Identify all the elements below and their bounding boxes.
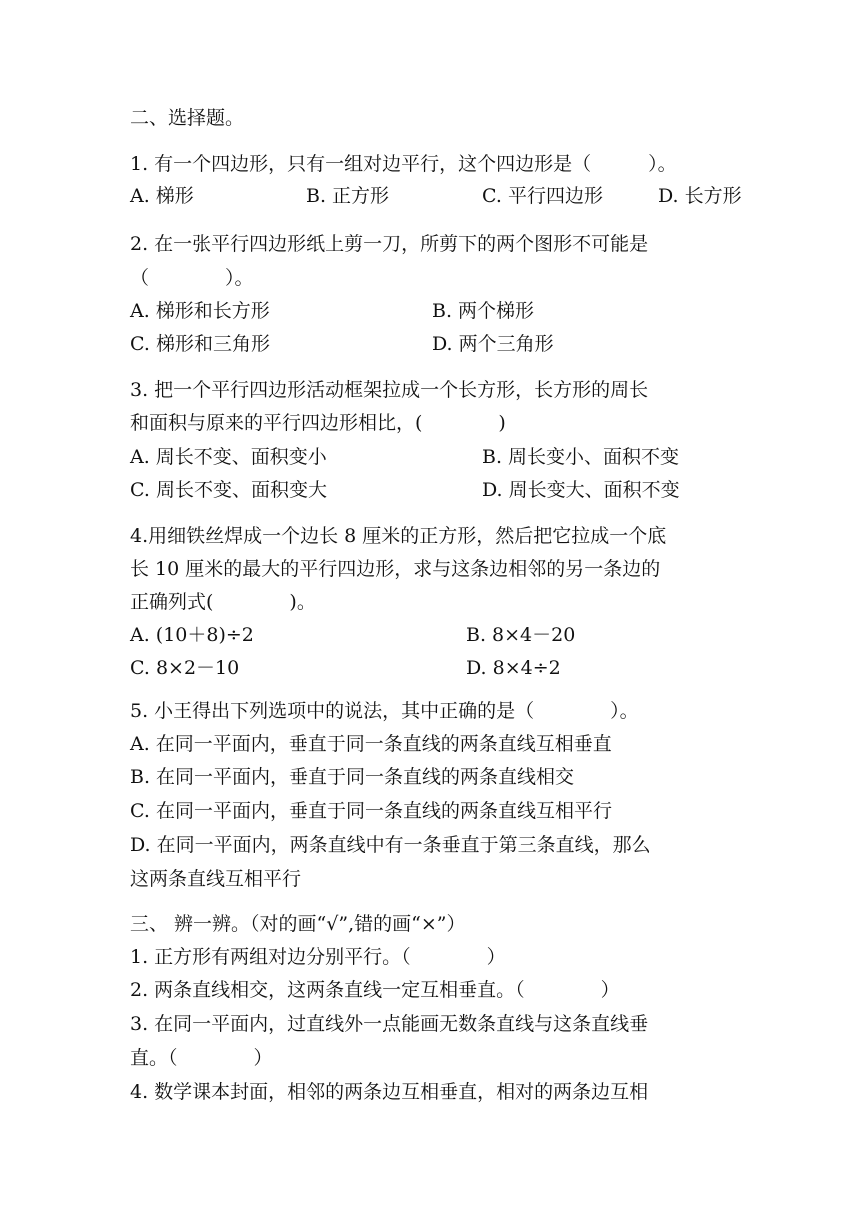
q1-option-c: C. 平行四边形 [482, 185, 603, 207]
q4-option-b: B. 8×4－20 [466, 624, 576, 646]
section-3-title: 三、 辨一辨。（对的画“√”,错的画“×”） [130, 913, 466, 935]
q5-option-d-line2: 这两条直线互相平行 [130, 868, 302, 890]
section-2-title: 二、选择题。 [130, 107, 245, 129]
q1-option-a: A. 梯形 [130, 185, 194, 207]
statement-3-line1: 3. 在同一平面内，过直线外一点能画无数条直线与这条直线垂 [130, 1013, 649, 1035]
question-2-stem-line1: 2. 在一张平行四边形纸上剪一刀，所剪下的两个图形不可能是 [130, 233, 649, 255]
q1-option-d: D. 长方形 [658, 185, 742, 207]
q5-option-c: C. 在同一平面内，垂直于同一条直线的两条直线互相平行 [130, 800, 612, 822]
q2-option-b: B. 两个梯形 [432, 300, 535, 322]
q3-option-b: B. 周长变小、面积不变 [482, 446, 680, 468]
q5-option-b: B. 在同一平面内，垂直于同一条直线的两条直线相交 [130, 766, 575, 788]
q2-option-c: C. 梯形和三角形 [130, 333, 270, 355]
question-2-stem-line2: （ ）。 [130, 267, 254, 289]
q3-option-d: D. 周长变大、面积不变 [482, 479, 680, 501]
q5-option-d-line1: D. 在同一平面内，两条直线中有一条垂直于第三条直线，那么 [130, 834, 651, 856]
question-3-stem-line2: 和面积与原来的平行四边形相比，( ) [130, 412, 506, 434]
question-4-stem-line2: 长 10 厘米的最大的平行四边形，求与这条边相邻的另一条边的 [130, 558, 661, 580]
q3-option-a: A. 周长不变、面积变小 [130, 446, 327, 468]
q1-option-b: B. 正方形 [306, 185, 390, 207]
question-5-stem: 5. 小王得出下列选项中的说法，其中正确的是（ ）。 [130, 700, 639, 722]
q5-option-a: A. 在同一平面内，垂直于同一条直线的两条直线互相垂直 [130, 733, 612, 755]
q4-option-c: C. 8×2－10 [130, 657, 240, 679]
q2-option-a: A. 梯形和长方形 [130, 300, 270, 322]
question-4-stem-line1: 4.用细铁丝焊成一个边长 8 厘米的正方形，然后把它拉成一个底 [130, 525, 667, 547]
q4-option-a: A. (10＋8)÷2 [130, 624, 254, 646]
statement-1: 1. 正方形有两组对边分别平行。（ ） [130, 946, 506, 968]
question-3-stem-line1: 3. 把一个平行四边形活动框架拉成一个长方形，长方形的周长 [130, 379, 649, 401]
q4-option-d: D. 8×4÷2 [466, 657, 561, 679]
q3-option-c: C. 周长不变、面积变大 [130, 479, 327, 501]
statement-4-line1: 4. 数学课本封面，相邻的两条边互相垂直，相对的两条边互相 [130, 1081, 649, 1103]
q2-option-d: D. 两个三角形 [432, 333, 554, 355]
statement-3-line2: 直。（ ） [130, 1047, 273, 1069]
statement-2: 2. 两条直线相交，这两条直线一定互相垂直。（ ） [130, 979, 620, 1001]
question-4-stem-line3: 正确列式( )。 [130, 591, 316, 613]
question-1-stem: 1. 有一个四边形，只有一组对边平行，这个四边形是（ ）。 [130, 153, 677, 175]
